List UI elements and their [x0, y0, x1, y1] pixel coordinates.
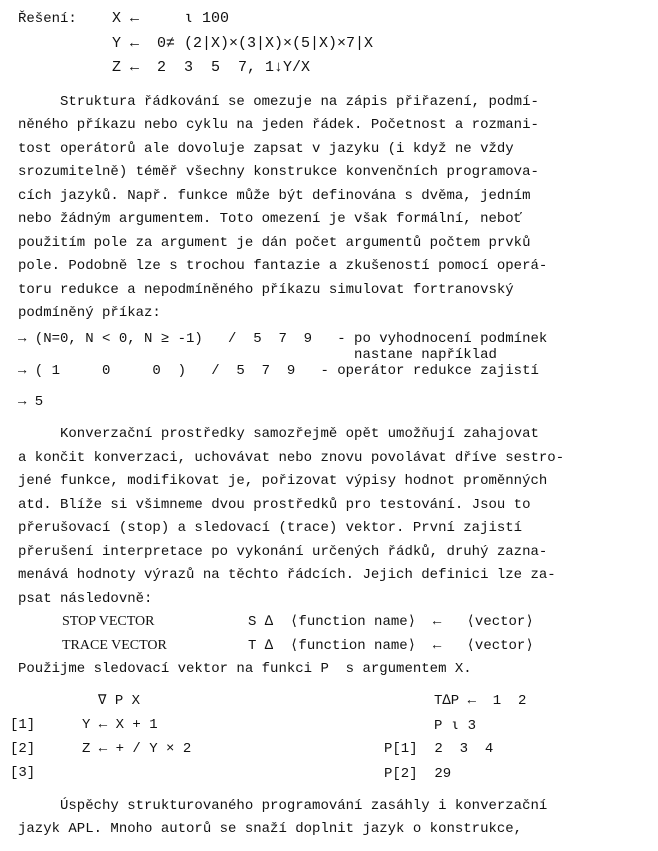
trace-line: P[1] 2 3 4 — [384, 741, 494, 757]
code-line: → (N=0, N < 0, N ≥ -1) / 5 7 9 - po vyhodnocení podmínek — [18, 331, 548, 347]
text-line: pole. Podobně lze s trochou fantazie a zkušeností pomocí operá- — [18, 258, 548, 274]
text-line: srozumitelně) téměř všechny konstrukce konvenčních programova- — [18, 164, 539, 180]
trace-line: P ⍳ 3 — [434, 718, 477, 734]
solution-line-2: Y ← 0≠ (2|X)×(3|X)×(5|X)×7|X — [112, 35, 374, 52]
solution-line-1: X ← ⍳ 100 — [112, 10, 230, 27]
text-line: přerušení interpretace po vykonání určených řádků, druhý zazna- — [18, 544, 548, 560]
text-line: cích jazyků. Např. funkce může být definována s dvěma, jedním — [18, 188, 531, 204]
text-line: Struktura řádkování se omezuje na zápis přiřazení, podmí- — [18, 94, 539, 110]
code-line: → 5 — [18, 394, 44, 410]
trace-line: P[2] 29 — [384, 766, 452, 782]
line-number: [2] — [10, 741, 36, 757]
stop-vector-syntax: S ∆ ⟨function name⟩ ← ⟨vector⟩ — [248, 614, 534, 630]
function-header: ∇ P X — [98, 693, 141, 709]
text-line: přerušovací (stop) a sledovací (trace) vektor. První zajistí — [18, 520, 523, 536]
solution-label: Řešení: — [18, 11, 77, 27]
usage-line: Použijme sledovací vektor na funkci P s argumentem X. — [18, 661, 472, 677]
text-line: jazyk APL. Mnoho autorů se snaží doplnit jazyk o konstrukce, — [18, 821, 523, 837]
text-line: psat následovně: — [18, 591, 153, 607]
text-line: Konverzační prostředky samozřejmě opět umožňují zahajovat — [18, 426, 539, 442]
text-line: podmíněný příkaz: — [18, 305, 161, 321]
text-line: něného příkazu nebo cyklu na jeden řádek. Početnost a rozmani- — [18, 117, 539, 133]
text-line: a končit konverzaci, uchovávat nebo znovu povolávat dříve sestro- — [18, 450, 565, 466]
code-line: → ( 1 0 0 ) / 5 7 9 - operátor redukce zajistí — [18, 363, 539, 379]
text-line: menává hodnoty výrazů na těchto řádcích. Jejich definici lze za- — [18, 567, 556, 583]
text-line: toru redukce a nepodmíněného příkazu simulovat fortranovský — [18, 282, 514, 298]
text-line: Úspěchy strukturovaného programování zasáhly i konverzační — [18, 798, 548, 814]
trace-vector-label: TRACE VECTOR — [62, 638, 167, 653]
code-line: nastane například — [18, 347, 497, 363]
function-line: Z ← + / Y × 2 — [82, 741, 192, 757]
line-number: [3] — [10, 765, 36, 781]
text-line: jené funkce, modifikovat je, pořizovat výpisy hodnot proměnných — [18, 473, 548, 489]
text-line: nebo žádným argumentem. Toto omezení je však formální, neboť — [18, 211, 523, 227]
trace-vector-syntax: T ∆ ⟨function name⟩ ← ⟨vector⟩ — [248, 638, 534, 654]
text-line: tost operátorů ale dovoluje zapsat v jazyku (i když ne vždy — [18, 141, 514, 157]
text-line: použitím pole za argument je dán počet argumentů počtem prvků — [18, 235, 531, 251]
solution-line-3: Z ← 2 3 5 7, 1↓Y/X — [112, 59, 311, 76]
text-line: atd. Blíže si všimneme dvou prostředků pro testování. Jsou to — [18, 497, 531, 513]
line-number: [1] — [10, 717, 36, 733]
trace-line: T∆P ← 1 2 — [434, 693, 527, 709]
function-line: Y ← X + 1 — [82, 717, 158, 733]
stop-vector-label: STOP VECTOR — [62, 614, 155, 629]
